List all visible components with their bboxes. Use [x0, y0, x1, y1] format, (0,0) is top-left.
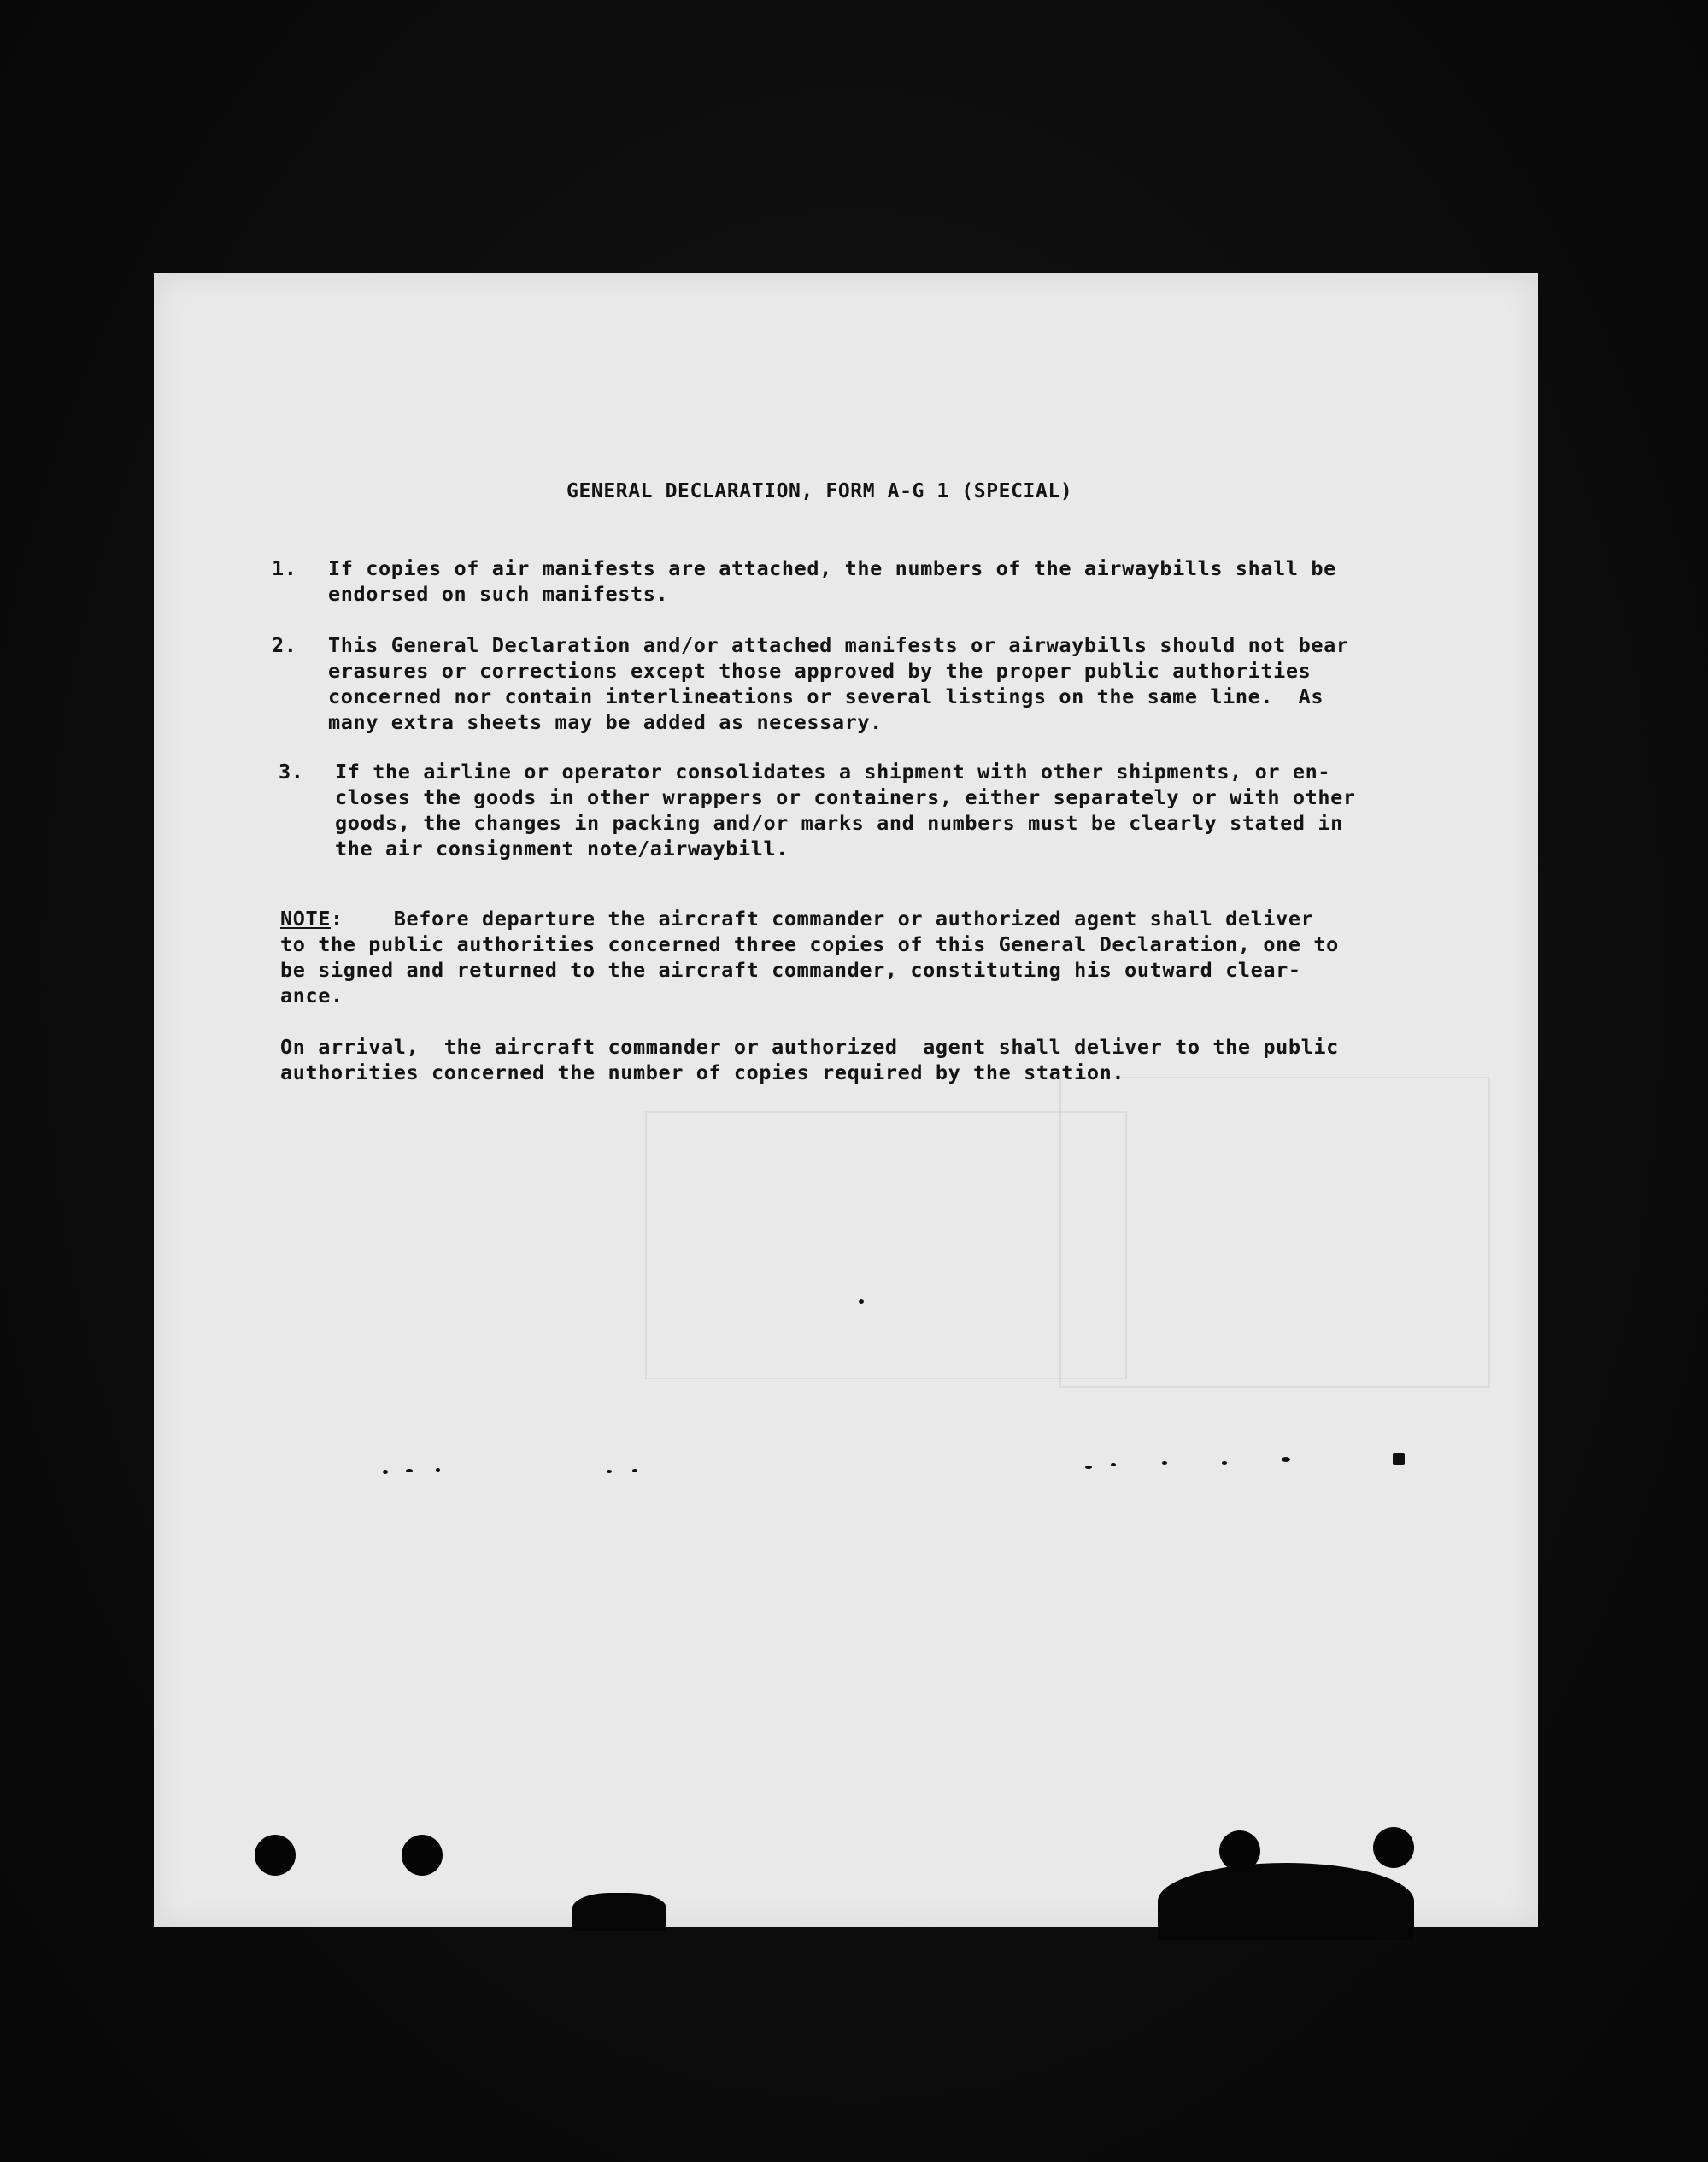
- item-line: many extra sheets may be added as necessary.: [328, 710, 883, 734]
- speck: [859, 1299, 864, 1304]
- item-number: 3.: [279, 760, 304, 784]
- item-line: If the airline or operator consolidates a shipment with other shipments, or en-: [335, 760, 1331, 784]
- item-number: 1.: [272, 556, 297, 580]
- document-sheet: [154, 273, 1538, 1927]
- arrival-line: On arrival, the aircraft commander or authorized agent shall deliver to the public: [280, 1035, 1339, 1059]
- arrival-paragraph: [280, 1034, 1339, 1085]
- item-text: [328, 555, 1336, 607]
- item-line: closes the goods in other wrappers or containers, either separately or with other: [335, 785, 1356, 809]
- binder-hole: [402, 1835, 443, 1876]
- item-line: This General Declaration and/or attached manifests or airwaybills should not bear: [328, 633, 1349, 657]
- note-line: ance.: [280, 984, 343, 1008]
- speck: [607, 1470, 612, 1473]
- note-label: NOTE: [280, 907, 331, 931]
- speck: [1222, 1461, 1227, 1465]
- note-paragraph: [280, 906, 1339, 1008]
- bleed-through-mark: [645, 1111, 1127, 1379]
- item-line: If copies of air manifests are attached, the numbers of the airwaybills shall be: [328, 556, 1336, 580]
- item-line: concerned nor contain interlineations or several listings on the same line. As: [328, 684, 1324, 708]
- item-text: [328, 632, 1349, 735]
- item-number: 2.: [272, 633, 297, 657]
- speck: [1162, 1461, 1167, 1465]
- speck: [1111, 1463, 1116, 1466]
- item-text: [335, 759, 1356, 861]
- item-line: erasures or corrections except those approved by the proper public authorities: [328, 659, 1312, 683]
- speck: [1282, 1457, 1290, 1462]
- speck: [1085, 1466, 1092, 1469]
- bleed-through-mark: [1059, 1077, 1490, 1388]
- item-line: endorsed on such manifests.: [328, 582, 669, 606]
- torn-edge: [1158, 1863, 1414, 1940]
- binder-hole: [1373, 1827, 1414, 1868]
- speck: [383, 1470, 388, 1474]
- document-title: GENERAL DECLARATION, FORM A-G 1 (SPECIAL): [566, 480, 1073, 502]
- note-line: to the public authorities concerned three copies of this General Declaration, one to: [280, 932, 1339, 956]
- note-line: be signed and returned to the aircraft commander, constituting his outward clear-: [280, 958, 1301, 982]
- torn-edge: [572, 1893, 666, 1931]
- note-first-line: [280, 906, 1339, 931]
- item-line: goods, the changes in packing and/or marks and numbers must be clearly stated in: [335, 811, 1343, 835]
- note-first-line-text: : Before departure the aircraft commander or authorized agent shall deliver: [331, 907, 1314, 931]
- item-line: the air consignment note/airwaybill.: [335, 837, 789, 861]
- speck: [436, 1468, 440, 1472]
- speck: [406, 1469, 413, 1472]
- arrival-line: authorities concerned the number of copies required by the station.: [280, 1060, 1125, 1084]
- binder-hole: [255, 1835, 296, 1876]
- speck: [1393, 1453, 1405, 1465]
- speck: [632, 1469, 637, 1472]
